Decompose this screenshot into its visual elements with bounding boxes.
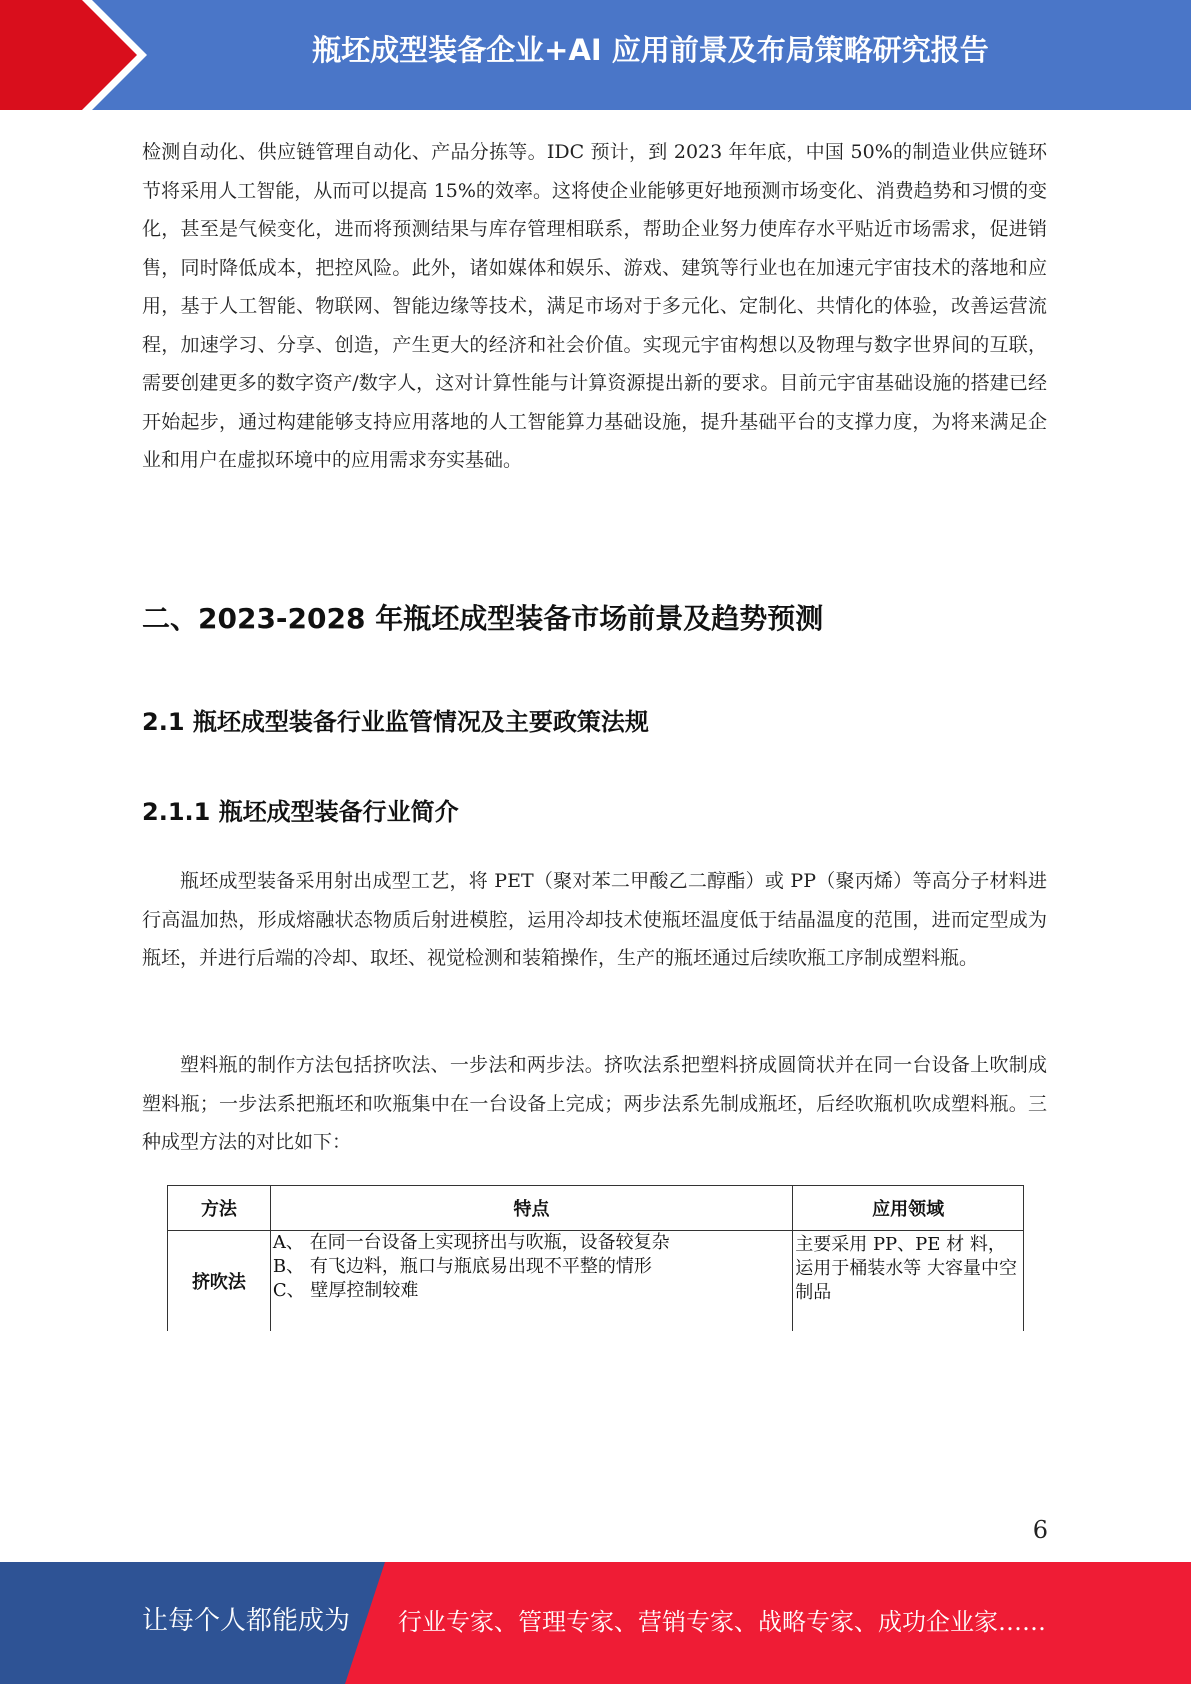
table-header-features: 特点 <box>270 1186 792 1231</box>
table-header-row <box>168 1186 1024 1231</box>
header-banner <box>0 0 1191 110</box>
table-header-application: 应用领域 <box>793 1186 1024 1231</box>
document-title: 瓶坯成型装备企业+AI 应用前景及布局策略研究报告 <box>312 33 989 67</box>
footer-slogan-right: 行业专家、管理专家、营销专家、战略专家、成功企业家…… <box>398 1608 1046 1636</box>
footer-banner <box>0 1562 1191 1684</box>
feature-item: B、 有飞边料，瓶口与瓶底易出现不平整的情形 <box>272 1256 652 1277</box>
feature-item: A、 在同一台设备上实现挤出与吹瓶，设备较复杂 <box>272 1232 670 1253</box>
table-cell-method: 挤吹法 <box>168 1231 271 1332</box>
application-text: 主要采用 PP、PE 材 料，运用于桶装水等 大容量中空制品 <box>795 1234 1017 1303</box>
body-paragraph-2: 塑料瓶的制作方法包括挤吹法、一步法和两步法。挤吹法系把塑料挤成圆筒状并在同一台设备上吹制成塑料瓶；一步法系把瓶坯和吹瓶集中在一台设备上完成；两步法系先制成瓶坯，后经吹瓶机吹成塑料瓶。三种成型方法的对比如下： <box>142 1054 1047 1153</box>
table-cell-application <box>793 1231 1024 1332</box>
footer-slogan-left: 让每个人都能成为 <box>142 1606 351 1636</box>
section-heading: 二、2023-2028 年瓶坯成型装备市场前景及趋势预测 <box>142 602 824 635</box>
page-number: 6 <box>1032 1516 1048 1544</box>
intro-paragraph: 检测自动化、供应链管理自动化、产品分拣等。IDC 预计，到 2023 年年底，中国 50%的制造业供应链环节将采用人工智能，从而可以提高 15%的效率。这将使企业能够更好地预测市场变化、消费趋势和习惯的变化，甚至是气候变化，进而将预测结果与库存管理相联系，帮助企业努力使库存水平贴近市场需求，促进销售，同时降低成本，把控风险。此外，诸如媒体和娱乐、游戏、建筑等行业也在加速元宇宙技术的落地和应用，基于人工智能、物联网、智能边缘等技术，满足市场对于多元化、定制化、共情化的体验，改善运营流程，加速学习、分享、创造，产生更大的经济和社会价值。实现元宇宙构想以及物理与数字世界间的互联，需要创建更多的数字资产/数字人，这对计算性能与计算资源提出新的要求。目前元宇宙基础设施的搭建已经开始起步，通过构建能够支持应用落地的人工智能算力基础设施，提升基础平台的支撑力度，为将来满足企业和用户在虚拟环境中的应用需求夯实基础。 <box>142 141 1047 471</box>
table-row <box>168 1231 1024 1332</box>
feature-item: C、 壁厚控制较难 <box>272 1280 419 1301</box>
comparison-table <box>167 1185 1024 1331</box>
body-paragraph-1: 瓶坯成型装备采用射出成型工艺，将 PET（聚对苯二甲酸乙二醇酯）或 PP（聚丙烯）等高分子材料进行高温加热，形成熔融状态物质后射进模腔，运用冷却技术使瓶坯温度低于结晶温度的范围，进而定型成为瓶坯，并进行后端的冷却、取坯、视觉检测和装箱操作，生产的瓶坯通过后续吹瓶工序制成塑料瓶。 <box>142 870 1047 969</box>
subsubsection-heading: 2.1.1 瓶坯成型装备行业简介 <box>142 798 459 826</box>
table-header-method: 方法 <box>168 1186 271 1231</box>
subsection-heading: 2.1 瓶坯成型装备行业监管情况及主要政策法规 <box>142 708 649 736</box>
table-cell-features <box>270 1231 792 1332</box>
